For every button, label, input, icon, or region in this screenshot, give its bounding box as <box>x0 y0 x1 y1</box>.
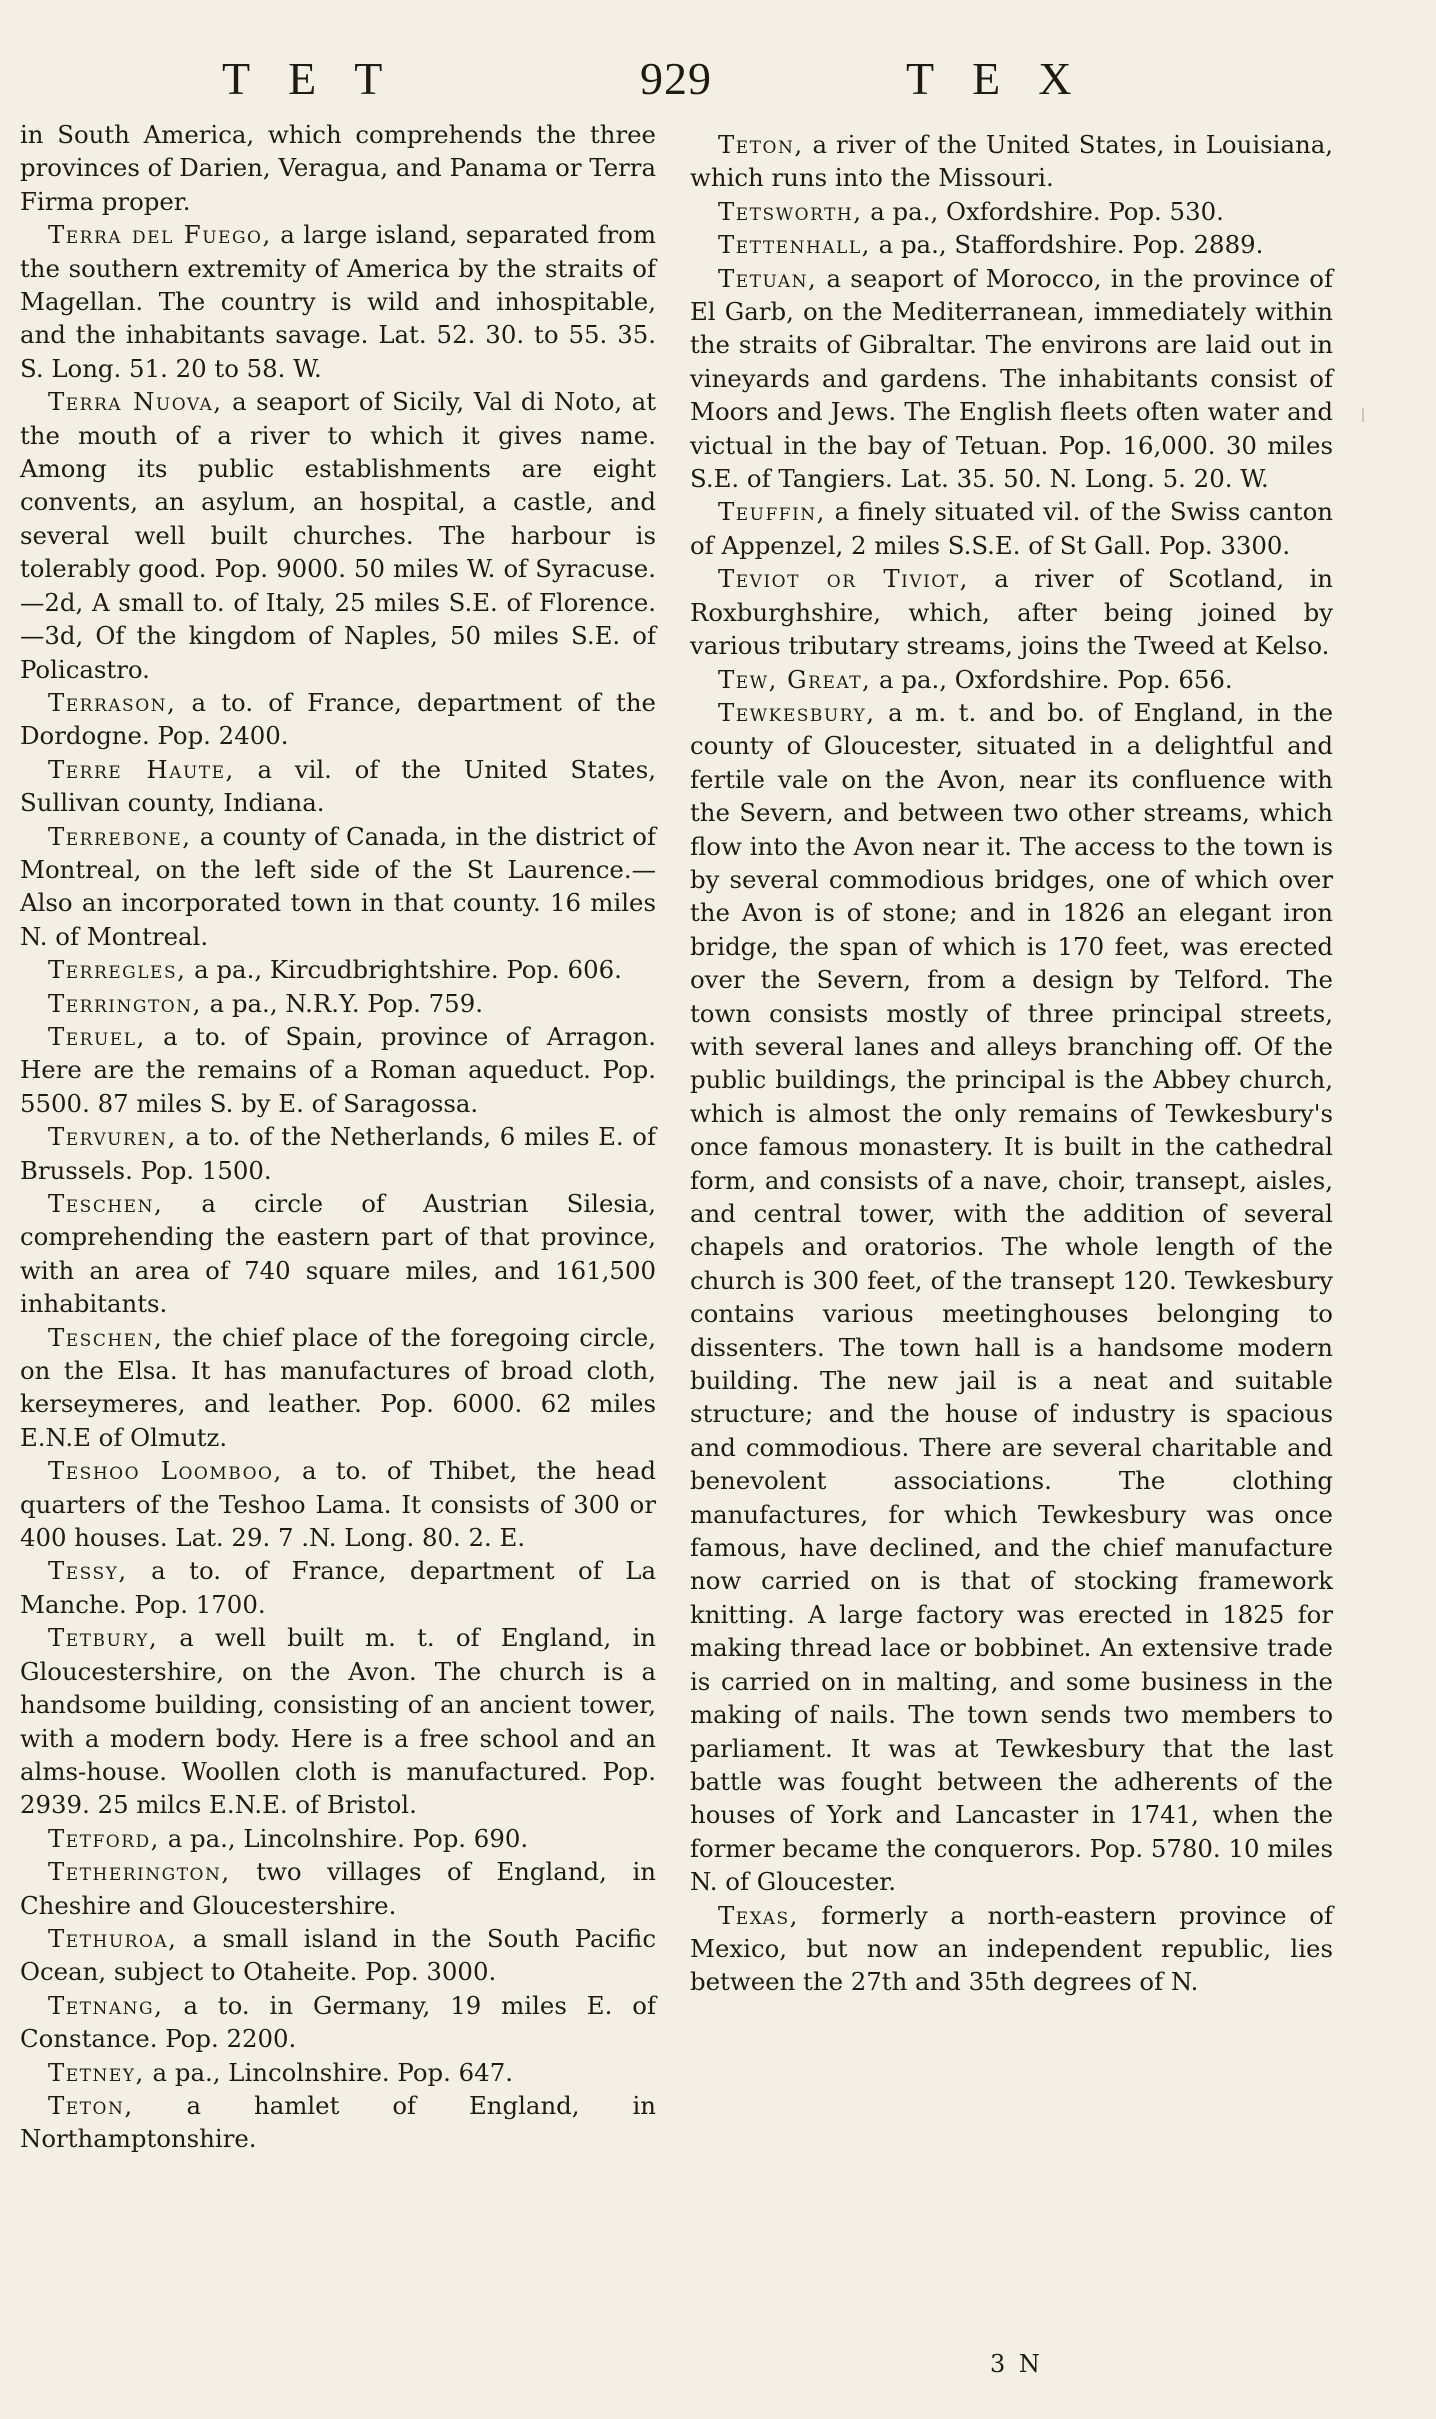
entry-text: a pa., Staffordshire. Pop. 2889. <box>870 230 1264 260</box>
running-header <box>0 52 1436 112</box>
dictionary-entry <box>690 228 1333 261</box>
dictionary-entry <box>20 2056 656 2089</box>
entry-text: a to. of Spain, province of Arragon. Here are the remains of a Roman aqueduct. Pop. 5500. 87 miles S. by E. of Saragossa. <box>20 1021 656 1118</box>
entry-headword: Terra Nuova, <box>48 387 223 417</box>
dictionary-entry <box>690 128 1333 195</box>
dictionary-entry <box>20 1120 656 1187</box>
entry-text: a to. of the Netherlands, 6 miles E. of Brussels. Pop. 1500. <box>20 1122 656 1185</box>
right-column <box>690 128 1333 1999</box>
entry-text: two villages of England, in Cheshire and Gloucestershire. <box>20 1857 656 1920</box>
dictionary-entry <box>20 2089 656 2156</box>
header-right-guide-word: TEX <box>906 53 1110 104</box>
entry-text: the chief place of the foregoing circle, on the Elsa. It has manufactures of broad cloth, kerseymeres, and leather. Pop. 6000. 62 miles E.N.E of Olmutz. <box>20 1322 656 1452</box>
header-left-guide-word: TET <box>222 53 421 104</box>
entry-text: in South America, which comprehends the three provinces of Darien, Veragua, and Panama or Terra Firma proper. <box>20 120 656 216</box>
entry-text: a river of the United States, in Louisiana, which runs into the Missouri. <box>690 130 1333 193</box>
dictionary-entry <box>20 1989 656 2056</box>
entry-text: a pa., Kircudbrightshire. Pop. 606. <box>186 955 622 985</box>
entry-text: a to. in Germany, 19 miles E. of Constance. Pop. 2200. <box>20 1990 656 2054</box>
entry-headword: Tettenhall, <box>718 230 871 260</box>
entry-headword: Teshoo Loomboo, <box>48 1456 283 1486</box>
dictionary-entry <box>690 262 1333 496</box>
dictionary-entry <box>20 1554 656 1621</box>
entry-headword: Terre Haute, <box>48 754 235 784</box>
entry-headword: Terra del Fuego, <box>48 220 272 250</box>
entry-text: a to. of France, department of the Dordogne. Pop. 2400. <box>20 687 656 751</box>
entry-headword: Tessy, <box>48 1556 128 1586</box>
dictionary-entry <box>20 1855 656 1922</box>
entry-text: a circle of Austrian Silesia, comprehending the eastern part of that province, with an area of 740 square miles, and 161,500 inhabitants. <box>20 1189 656 1319</box>
entry-text: a to. of France, department of La Manche. Pop. 1700. <box>20 1556 656 1619</box>
dictionary-entry <box>20 953 656 986</box>
entry-headword: Tetnang, <box>48 1990 164 2020</box>
entry-text: a seaport of Morocco, in the province of El Garb, on the Mediterranean, immediately within the straits of Gibraltar. The environs are laid out in vineyards and gardens. The inhabitants consist of Moors and Jews. The English fleets often water and victual in the bay of Tetuan. Pop. 16,000. 30 miles S.E. of Tangiers. Lat. 35. 50. N. Long. 5. 20. W. <box>690 263 1333 494</box>
entry-text: a to. of Thibet, the head quarters of the Teshoo Lama. It consists of 300 or 400 houses. Lat. 29. 7 .N. Long. 80. 2. E. <box>20 1456 656 1553</box>
entry-text: a pa., N.R.Y. Pop. 759. <box>201 988 483 1018</box>
entry-headword: Tetherington, <box>48 1857 231 1887</box>
dictionary-entry <box>20 1187 656 1321</box>
entry-headword: Teschen, <box>48 1189 164 1218</box>
entry-text: a pa., Lincolnshire. Pop. 690. <box>159 1823 529 1853</box>
entry-headword: Terregles, <box>48 955 187 985</box>
entry-headword: Tewkesbury, <box>718 697 876 727</box>
dictionary-entry <box>20 118 656 218</box>
entry-headword: Tetsworth, <box>718 196 863 226</box>
dictionary-entry <box>20 1621 656 1821</box>
entry-headword: Terrason, <box>48 687 177 717</box>
entry-headword: Tetney, <box>48 2057 145 2087</box>
dictionary-entry <box>20 1020 656 1120</box>
entry-headword: Terrington, <box>48 988 202 1018</box>
dictionary-entry <box>690 1899 1333 1999</box>
entry-text: a pa., Lincolnshire. Pop. 647. <box>144 2057 513 2087</box>
dictionary-entry <box>690 495 1333 562</box>
dictionary-entry <box>20 385 656 686</box>
entry-text: a m. t. and bo. of England, in the county of Gloucester, situated in a delightful and fertile vale on the Avon, near its confluence with the Severn, and between two other streams, which flow into the Avon near it. The access to the town is by several commodious bridges, one of which over the Avon is of stone; and in 1826 an elegant iron bridge, the span of which is 170 feet, was erected over the Severn, from a design by Telford. The town consists mostly of three principal streets, with several lanes and alleys branching off. Of the public buildings, the principal is the Abbey church, which is almost the only remains of Tewkesbury's once famous monastery. It is built in the cathedral form, and consists of a nave, choir, transept, aisles, and central tower, with the addition of several chapels and oratorios. The whole length of the church is 300 feet, of the transept 120. Tewkesbury contains various meetinghouses belonging to dissenters. The town hall is a handsome modern building. The new jail is a neat and suitable structure; and the house of industry is spacious and commodious. There are several charitable and benevolent associations. The clothing manufactures, for which Tewkesbury was once famous, have declined, and the chief manufacture now carried on is that of stocking framework knitting. A large factory was erected in 1825 for making thread lace or bobbinet. An extensive trade is carried on in malting, and some business in the making of nails. The town sends two members to parliament. It was at Tewkesbury that the last battle was fought between the adherents of the houses of York and Lancaster in 1741, when the former became the conquerors. Pop. 5780. 10 miles N. of Gloucester. <box>690 697 1333 1897</box>
entry-headword: Tetuan, <box>718 263 818 293</box>
dictionary-entry <box>20 1454 656 1554</box>
entry-text: a hamlet of England, in Northamptonshire. <box>20 2090 656 2154</box>
left-column <box>20 118 656 2156</box>
entry-headword: Teviot or Tiviot, <box>718 564 969 594</box>
entry-headword: Tew, Great, <box>718 664 872 694</box>
dictionary-entry <box>20 218 656 385</box>
dictionary-entry <box>690 663 1333 696</box>
entry-text: a well built m. t. of England, in Gloucestershire, on the Avon. The church is a handsome building, consisting of an ancient tower, with a modern body. Here is a free school and an alms-house. Woollen cloth is manufactured. Pop. 2939. 25 milcs E.N.E. of Bristol. <box>20 1623 656 1820</box>
entry-text: a small island in the South Pacific Ocean, subject to Otaheite. Pop. 3000. <box>20 1923 656 1987</box>
margin-mark <box>1362 408 1372 422</box>
dictionary-entry <box>20 820 656 954</box>
entry-text: a finely situated vil. of the Swiss canton of Appenzel, 2 miles S.S.E. of St Gall. Pop. 3300. <box>690 497 1333 560</box>
page-number: 929 <box>640 53 712 104</box>
entry-text: a pa., Oxfordshire. Pop. 530. <box>862 196 1224 226</box>
entry-headword: Teton, <box>718 130 804 159</box>
entry-text: a county of Canada, in the district of Montreal, on the left side of the St Laurence.—Also an incorporated town in that county. 16 miles N. of Montreal. <box>20 821 656 951</box>
entry-text: a vil. of the United States, Sullivan county, Indiana. <box>20 754 656 818</box>
entry-headword: Teschen, <box>48 1322 164 1352</box>
entry-headword: Texas, <box>718 1900 799 1930</box>
dictionary-entry <box>690 562 1333 662</box>
entry-headword: Tethuroa, <box>48 1923 178 1953</box>
entry-headword: Tervuren, <box>48 1122 177 1152</box>
entry-headword: Tetford, <box>48 1823 160 1853</box>
entry-headword: Teton, <box>48 2090 134 2120</box>
dictionary-entry <box>20 987 656 1020</box>
dictionary-entry <box>20 1321 656 1455</box>
entry-text: a seaport of Sicily, Val di Noto, at the mouth of a river to which it gives name. Among its public establishments are eight convents, an asylum, an hospital, a castle, and several well built churches. The harbour is tolerably good. Pop. 9000. 50 miles W. of Syracuse.—2d, A small to. of Italy, 25 miles S.E. of Florence.—3d, Of the kingdom of Naples, 50 miles S.E. of Policastro. <box>20 387 656 684</box>
entry-headword: Terrebone, <box>48 821 192 851</box>
entry-text: a large island, separated from the southern extremity of America by the straits of Magellan. The country is wild and inhospitable, and the inhabitants savage. Lat. 52. 30. to 55. 35. S. Long. 51. 20 to 58. W. <box>20 220 656 383</box>
entry-headword: Tetbury, <box>48 1623 159 1653</box>
dictionary-entry <box>20 1922 656 1989</box>
dictionary-entry <box>20 753 656 820</box>
entry-text: a river of Scotland, in Roxburghshire, which, after being joined by various tributary streams, joins the Tweed at Kelso. <box>690 564 1333 661</box>
dictionary-entry <box>690 696 1333 1899</box>
printer-signature-mark: 3 N <box>990 2350 1043 2378</box>
dictionary-entry <box>690 195 1333 228</box>
entry-headword: Teruel, <box>48 1021 146 1051</box>
entry-text: a pa., Oxfordshire. Pop. 656. <box>871 664 1233 694</box>
dictionary-entry <box>20 1822 656 1855</box>
dictionary-entry <box>20 686 656 753</box>
entry-headword: Teuffin, <box>718 497 826 527</box>
entry-text: formerly a north-eastern province of Mexico, but now an independent republic, lies between the 27th and 35th degrees of N. <box>690 1900 1333 1997</box>
